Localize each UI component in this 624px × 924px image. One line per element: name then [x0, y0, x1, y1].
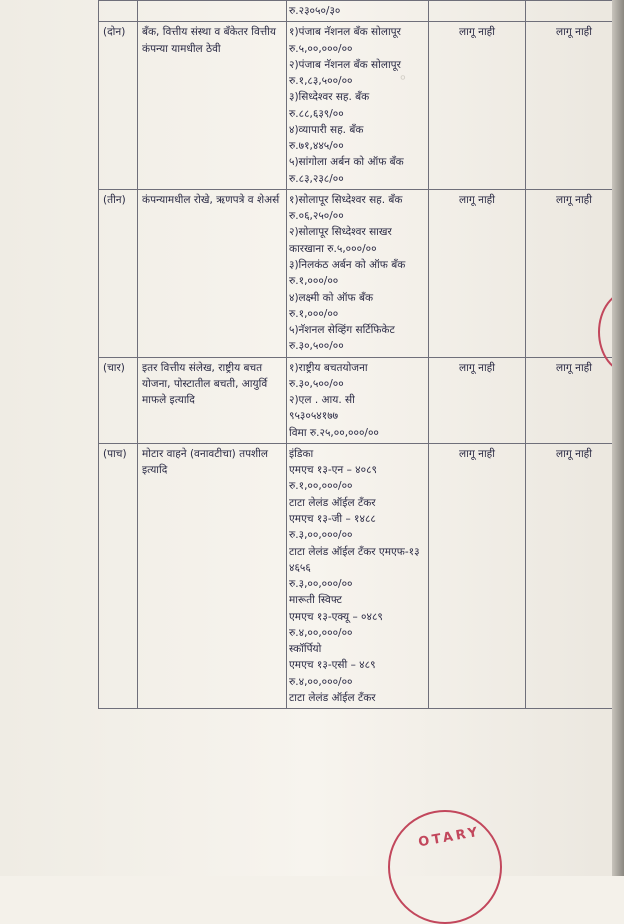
- detail-line: एमएच १३-जी – १४८८: [289, 512, 376, 525]
- row-details: [287, 1, 429, 22]
- amount-line: विमा रु.२५,००,०००/००: [289, 426, 379, 439]
- amount-line: रु.१,८३,५००/००: [289, 75, 353, 88]
- detail-line: ९५३०५४१७७: [289, 410, 339, 423]
- detail-line: २)पंजाब नॅशनल बँक सोलापूर: [289, 58, 401, 71]
- detail-line: ४६५६: [289, 561, 311, 574]
- stamp-text: OTARY: [417, 824, 482, 851]
- asset-table: [98, 0, 623, 709]
- status-cell-b: लागू नाही: [526, 22, 623, 190]
- row-number: (तीन): [99, 189, 138, 357]
- status-cell-b: लागू नाही: [526, 189, 623, 357]
- detail-line: ३)सिध्देश्वर सह. बँक: [289, 91, 370, 104]
- amount-line: रु.८३,२३८/००: [289, 172, 344, 185]
- amount-line: रु.३,००,०००/००: [289, 529, 353, 542]
- detail-line: ५)सांगोला अर्बन को ऑफ बँक: [289, 156, 404, 169]
- table-row-two: [99, 22, 623, 190]
- detail-line: एमएच १३-एक्यू – ०४८९: [289, 610, 383, 623]
- detail-line: १)सोलापूर सिध्देश्वर सह. बँक: [289, 193, 403, 206]
- amount-line: रु.८८,६३९/००: [289, 107, 344, 120]
- status-cell-a: लागू नाही: [429, 22, 526, 190]
- table-row-prev: [99, 1, 623, 22]
- row-details: [287, 189, 429, 357]
- detail-line: इंडिका: [289, 447, 314, 460]
- detail-line: एमएच १३-एन – ४०८९: [289, 464, 378, 477]
- row-description: इतर वित्तीय संलेख, राष्ट्रीय बचत योजना, पोस्टातील बचती, आयुर्वि माफले इत्यादि: [138, 357, 287, 443]
- detail-line: एमएच १३-एसी – ४८९: [289, 659, 376, 672]
- detail-line: २)एल . आय. सी: [289, 394, 355, 407]
- detail-line: स्कॉर्पियो: [289, 643, 322, 656]
- notary-stamp: [388, 810, 502, 924]
- status-cell-b: [526, 1, 623, 22]
- row-description: [138, 1, 287, 22]
- page-edge-shadow: [612, 0, 624, 876]
- detail-line: ४)लक्ष्मी को ऑफ बँक: [289, 291, 374, 304]
- status-cell-a: लागू नाही: [429, 443, 526, 708]
- amount-line: रु.१,०००/००: [289, 275, 339, 288]
- status-cell-a: लागू नाही: [429, 189, 526, 357]
- detail-line: ३)निलकंठ अर्बन को ऑफ बँक: [289, 258, 406, 271]
- detail-line: ५)नॅशनल सेव्हिंग सर्टिफिकेट: [289, 324, 395, 337]
- detail-line: टाटा लेलंड ऑईल टँकर: [289, 496, 376, 509]
- row-details: [287, 443, 429, 708]
- bleed-through-text: ०: [400, 71, 406, 84]
- row-number: (दोन): [99, 22, 138, 190]
- table-row-four: [99, 357, 623, 443]
- row-details: [287, 22, 429, 190]
- amount-line: रु.०६,२५०/००: [289, 210, 344, 223]
- row-description: बँक, वित्तीय संस्था व बँकेतर वित्तीय कंपन्या यामधील ठेवी: [138, 22, 287, 190]
- row-number: (चार): [99, 357, 138, 443]
- table-row-three: [99, 189, 623, 357]
- detail-line: १)पंजाब नॅशनल बँक सोलापूर: [289, 26, 401, 39]
- detail-line: टाटा लेलंड ऑईल टँकर एमएफ-१३: [289, 545, 420, 558]
- row-description: मोटार वाहने (वनावटीचा) तपशील इत्यादि: [138, 443, 287, 708]
- status-cell-b: लागू नाही: [526, 443, 623, 708]
- amount-line: रु.५,००,०००/००: [289, 42, 353, 55]
- row-description: कंपन्यामधील रोखे, ऋणपत्रे व शेअर्स: [138, 189, 287, 357]
- detail-line: २)सोलापूर सिध्देश्वर साखर कारखाना रु.५,०००/००: [289, 226, 392, 255]
- detail-line: मारूती स्विफ्ट: [289, 594, 342, 607]
- amount-line: रु.३०,५००/००: [289, 340, 344, 353]
- amount-line: रु.७१,४४५/००: [289, 140, 344, 153]
- detail-line: ४)व्यापारी सह. बँक: [289, 123, 364, 136]
- row-details: [287, 357, 429, 443]
- amount-line: रु.४,००,०००/००: [289, 626, 353, 639]
- status-cell-a: लागू नाही: [429, 357, 526, 443]
- status-cell-a: [429, 1, 526, 22]
- amount-line: रु.१,०००/००: [289, 307, 339, 320]
- amount-line: रु.४,००,०००/००: [289, 675, 353, 688]
- amount-line: रु.३०,५००/००: [289, 377, 344, 390]
- table-row-five: [99, 443, 623, 708]
- amount-line: रु.३,००,०००/००: [289, 578, 353, 591]
- status-cell-b: लागू नाही: [526, 357, 623, 443]
- row-number: (पाच): [99, 443, 138, 708]
- row-number: [99, 1, 138, 22]
- detail-line: टाटा लेलंड ऑईल टँकर: [289, 691, 376, 704]
- amount-line: रु.२३०५०/३०: [289, 5, 341, 17]
- detail-line: १)राष्ट्रीय बचतयोजना: [289, 361, 368, 374]
- amount-line: रु.१,००,०००/००: [289, 480, 353, 493]
